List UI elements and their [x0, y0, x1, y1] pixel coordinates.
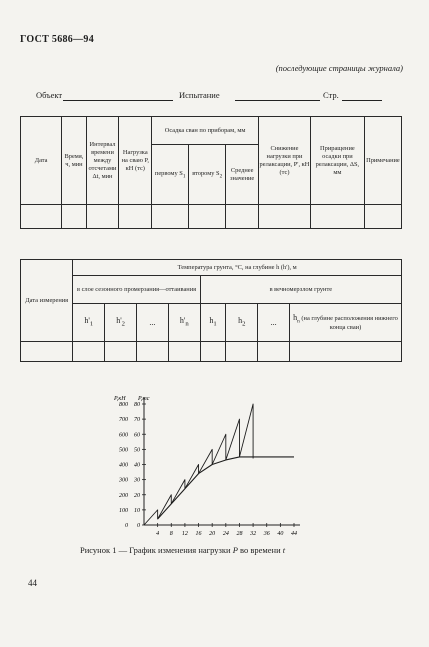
- load-time-chart: [108, 392, 308, 540]
- x-tick-label: 24: [222, 531, 229, 537]
- y-tick-label-left: 500: [119, 447, 128, 454]
- y-tick-label-right: 20: [134, 492, 140, 499]
- series-line-2: [158, 457, 294, 519]
- series-line-1: [144, 404, 253, 525]
- x-tick-label: 16: [195, 531, 202, 537]
- col-mean: Среднее значение: [226, 145, 259, 205]
- y-tick-label-right: 10: [134, 507, 140, 514]
- y-tick-label-right: 40: [134, 462, 140, 469]
- col-seasonal: в слое сезонного промерзания—оттаивания: [73, 276, 200, 304]
- col-temperature: Температура грунта, °C, на глубине h (h'), м: [73, 260, 402, 276]
- test-label: Испытание: [179, 90, 220, 100]
- col-ellipsis-2: ...: [258, 304, 290, 342]
- standard-header: ГОСТ 5686—94: [20, 34, 95, 45]
- y-tick-label-left: 600: [119, 432, 128, 439]
- y-label-right: P,тс: [138, 396, 150, 402]
- page-number: 44: [28, 578, 37, 588]
- y-tick-label-right: 70: [134, 417, 140, 424]
- col-settlement: Осадка сван по приборам, мм: [152, 117, 259, 145]
- col-reduction: Снижение нагрузки при релаксации, P', кН (тс): [259, 117, 311, 205]
- y-tick-label-left: 100: [119, 507, 128, 514]
- col-ellipsis-1: ...: [137, 304, 169, 342]
- page-label: Стр.: [323, 90, 339, 100]
- col-measure-date: Дата измерения: [21, 260, 73, 342]
- y-tick-label-left: 400: [119, 462, 128, 469]
- col-h2: $h_2$: [226, 304, 258, 342]
- x-tick-label: 32: [250, 531, 257, 537]
- journal-table: [20, 116, 402, 229]
- continuation-note: (последующие страницы журнала): [275, 63, 403, 73]
- x-tick-label: 20: [209, 531, 216, 537]
- object-label: Объект: [36, 90, 63, 100]
- col-time: Время, ч, мин: [62, 117, 86, 205]
- y-tick-label-left: 700: [119, 417, 128, 424]
- col-h1: $h_1$: [200, 304, 226, 342]
- y-tick-label-right: 60: [134, 432, 140, 439]
- col-increment: Приращение осадки при релаксации, ΔS, мм: [310, 117, 364, 205]
- col-first: первому $S_1$: [152, 145, 189, 205]
- figure-caption: Рисунок 1 — График изменения нагрузки P во времени t: [80, 545, 286, 555]
- y-tick-label-left: 800: [119, 402, 128, 408]
- col-h2-prime: $h'_2$: [105, 304, 137, 342]
- y-tick-label-left: 0: [125, 523, 128, 529]
- col-hn: $h_n$ (на глубине расположения нижнего конца сваи): [290, 304, 402, 342]
- test-field[interactable]: [235, 100, 320, 101]
- temperature-table: [20, 259, 402, 362]
- object-field[interactable]: [63, 100, 173, 101]
- x-tick-label: 12: [181, 531, 188, 537]
- page-field[interactable]: [342, 100, 382, 101]
- col-note: Примечание: [364, 117, 401, 205]
- y-tick-label-left: 300: [119, 477, 128, 484]
- x-tick-label: 4: [156, 531, 160, 537]
- y-tick-label-right: 30: [134, 477, 140, 484]
- col-permafrost: в вечномерзлом грунте: [200, 276, 401, 304]
- y-label-left: P,кН: [114, 396, 126, 402]
- y-tick-label-right: 50: [134, 447, 140, 454]
- y-tick-label-left: 200: [119, 492, 128, 499]
- table-row: [21, 205, 402, 229]
- y-tick-label-right: 80: [134, 402, 140, 408]
- col-second: второму $S_2$: [189, 145, 226, 205]
- col-interval: Интервал времени между отсчетами Δt, мин: [86, 117, 119, 205]
- x-tick-label: 28: [236, 531, 243, 537]
- x-tick-label: 44: [291, 531, 297, 537]
- y-tick-label-right: 0: [137, 523, 140, 529]
- col-hn-prime: $h'_n$: [168, 304, 200, 342]
- col-load: Нагрузка на сваю P, кН (тс): [119, 117, 152, 205]
- table-row: [21, 342, 402, 362]
- x-tick-label: 8: [169, 531, 173, 537]
- col-h1-prime: $h'_1$: [73, 304, 105, 342]
- header-fields: [36, 90, 406, 104]
- x-tick-label: 40: [277, 531, 284, 537]
- x-tick-label: 36: [263, 531, 270, 537]
- col-date: Дата: [21, 117, 62, 205]
